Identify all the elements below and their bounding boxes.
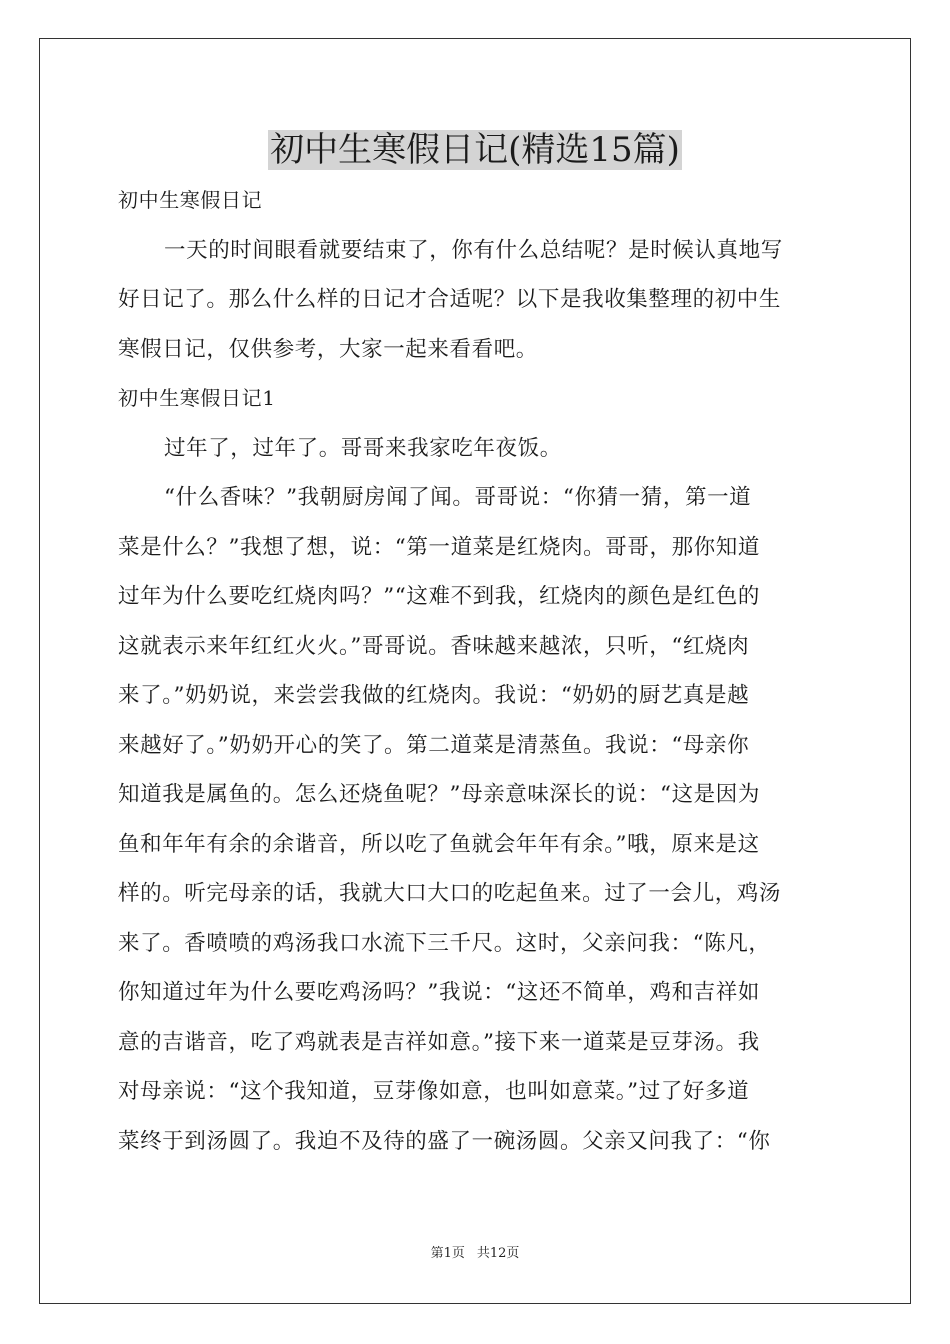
body-text-line: 好日记了。那么什么样的日记才合适呢？以下是我收集整理的初中生 <box>118 287 782 312</box>
body-text-line: “什么香味？”我朝厨房闻了闻。哥哥说：“你猜一猜，第一道 <box>164 485 752 510</box>
body-text-line: 来了。”奶奶说，来尝尝我做的红烧肉。我说：“奶奶的厨艺真是越 <box>118 683 750 708</box>
body-text-line: 寒假日记，仅供参考，大家一起来看看吧。 <box>118 336 538 362</box>
body-text-line: 过年为什么要吃红烧肉吗？”“这难不到我，红烧肉的颜色是红色的 <box>118 584 760 609</box>
body-text-line: 意的吉谐音，吃了鸡就表是吉祥如意。”接下来一道菜是豆芽汤。我 <box>118 1029 760 1055</box>
document-title-text: 初中生寒假日记(精选15篇) <box>270 130 680 170</box>
section-heading: 初中生寒假日记1 <box>118 386 276 410</box>
body-text-line: 鱼和年年有余的余谐音，所以吃了鱼就会年年有余。”哦，原来是这 <box>118 831 760 857</box>
body-text-line: 知道我是属鱼的。怎么还烧鱼呢？”母亲意味深长的说：“这是因为 <box>118 782 760 807</box>
page-number: 第1页 <box>430 1246 465 1261</box>
body-text-line: 样的。听完母亲的话，我就大口大口的吃起鱼来。过了一会儿，鸡汤 <box>118 881 782 906</box>
body-text-line: 你知道过年为什么要吃鸡汤吗？”我说：“这还不简单，鸡和吉祥如 <box>118 980 760 1005</box>
page-total: 共12页 <box>476 1246 520 1261</box>
body-text-line: 对母亲说：“这个我知道，豆芽像如意，也叫如意菜。”过了好多道 <box>118 1079 750 1104</box>
page-footer <box>0 1245 950 1263</box>
body-text-line: 菜终于到汤圆了。我迫不及待的盛了一碗汤圆。父亲又问我了：“你 <box>118 1128 771 1154</box>
document-body <box>118 176 834 1166</box>
body-text-line: 菜是什么？”我想了想，说：“第一道菜是红烧肉。哥哥，那你知道 <box>118 534 760 560</box>
document-title <box>0 128 950 172</box>
body-text-line: 来了。香喷喷的鸡汤我口水流下三千尺。这时，父亲问我：“陈凡， <box>118 930 771 956</box>
body-text-line: 过年了，过年了。哥哥来我家吃年夜饭。 <box>164 435 562 461</box>
body-text-line: 这就表示来年红红火火。”哥哥说。香味越来越浓，只听，“红烧肉 <box>118 633 750 659</box>
section-heading: 初中生寒假日记 <box>118 188 263 212</box>
body-text-line: 来越好了。”奶奶开心的笑了。第二道菜是清蒸鱼。我说：“母亲你 <box>118 732 750 758</box>
body-text-line: 一天的时间眼看就要结束了，你有什么总结呢？是时候认真地写 <box>164 237 783 263</box>
